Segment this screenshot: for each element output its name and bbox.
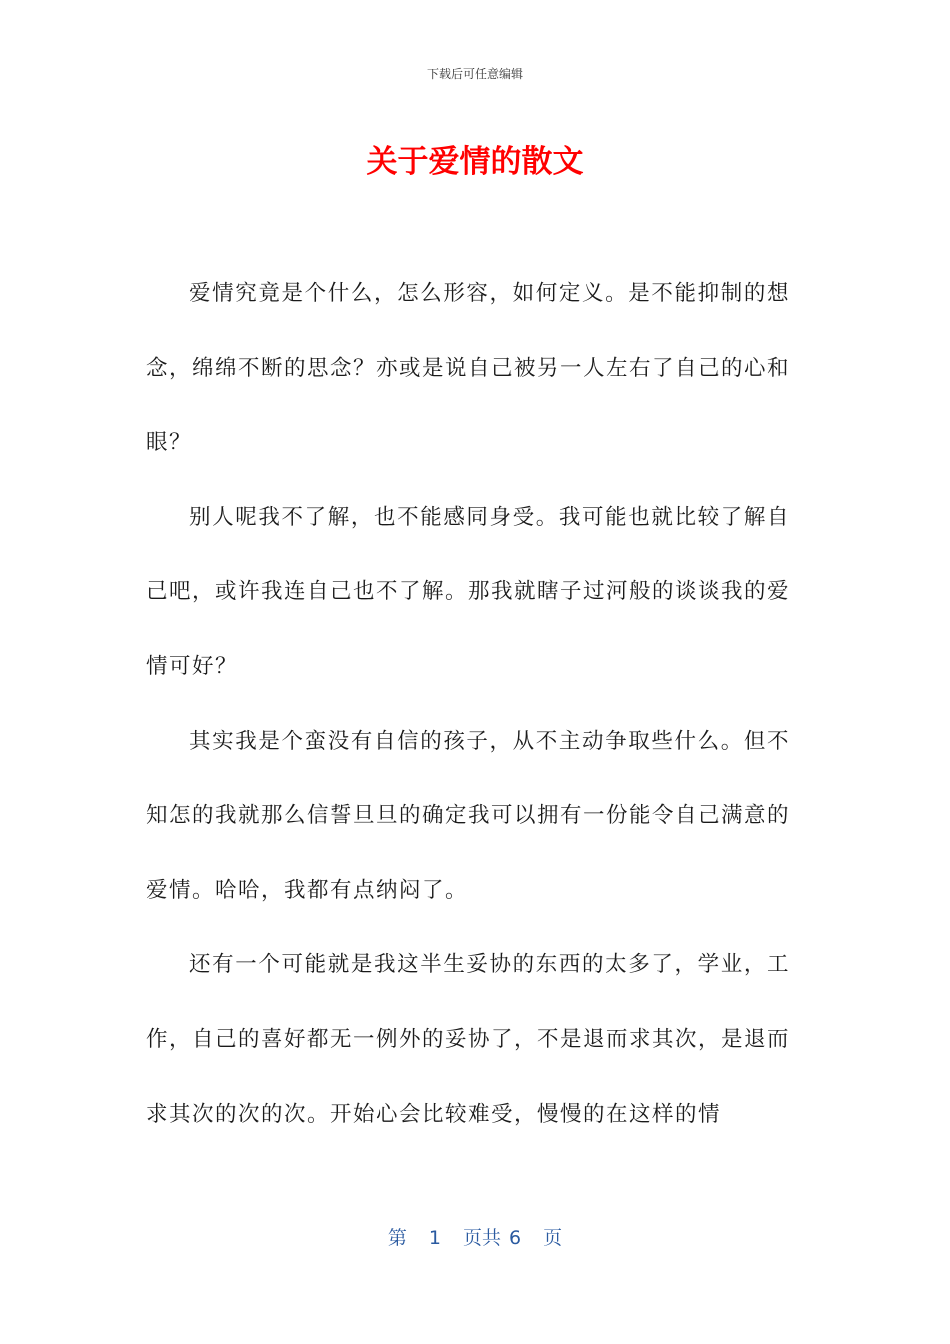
document-body (146, 257, 790, 1152)
page-total: 6 (509, 1227, 522, 1249)
page-mid: 页共 (462, 1227, 501, 1249)
page-number: 1 (428, 1227, 441, 1249)
paragraph-4: 还有一个可能就是我这半生妥协的东西的太多了，学业，工作，自己的喜好都无一例外的妥协了，不是退而求其次，是退而求其次的次的次。开始心会比较难受，慢慢的在这样的情 (146, 952, 791, 1127)
page-suffix: 页 (543, 1227, 563, 1249)
paragraph-3: 其实我是个蛮没有自信的孩子，从不主动争取些什么。但不知怎的我就那么信誓旦旦的确定我可以拥有一份能令自己满意的爱情。哈哈，我都有点纳闷了。 (146, 728, 791, 903)
page-header-note: 下载后可任意编辑 (426, 67, 523, 81)
page-footer (0, 1225, 950, 1251)
paragraph-1: 爱情究竟是个什么，怎么形容，如何定义。是不能抑制的想念，绵绵不断的思念？亦或是说自己被另一人左右了自己的心和眼？ (146, 281, 791, 456)
paragraph-2: 别人呢我不了解，也不能感同身受。我可能也就比较了解自己吧，或许我连自己也不了解。那我就瞎子过河般的谈谈我的爱情可好？ (146, 504, 791, 679)
document-title: 关于爱情的散文 (366, 144, 584, 180)
page-prefix: 第 (387, 1227, 407, 1249)
